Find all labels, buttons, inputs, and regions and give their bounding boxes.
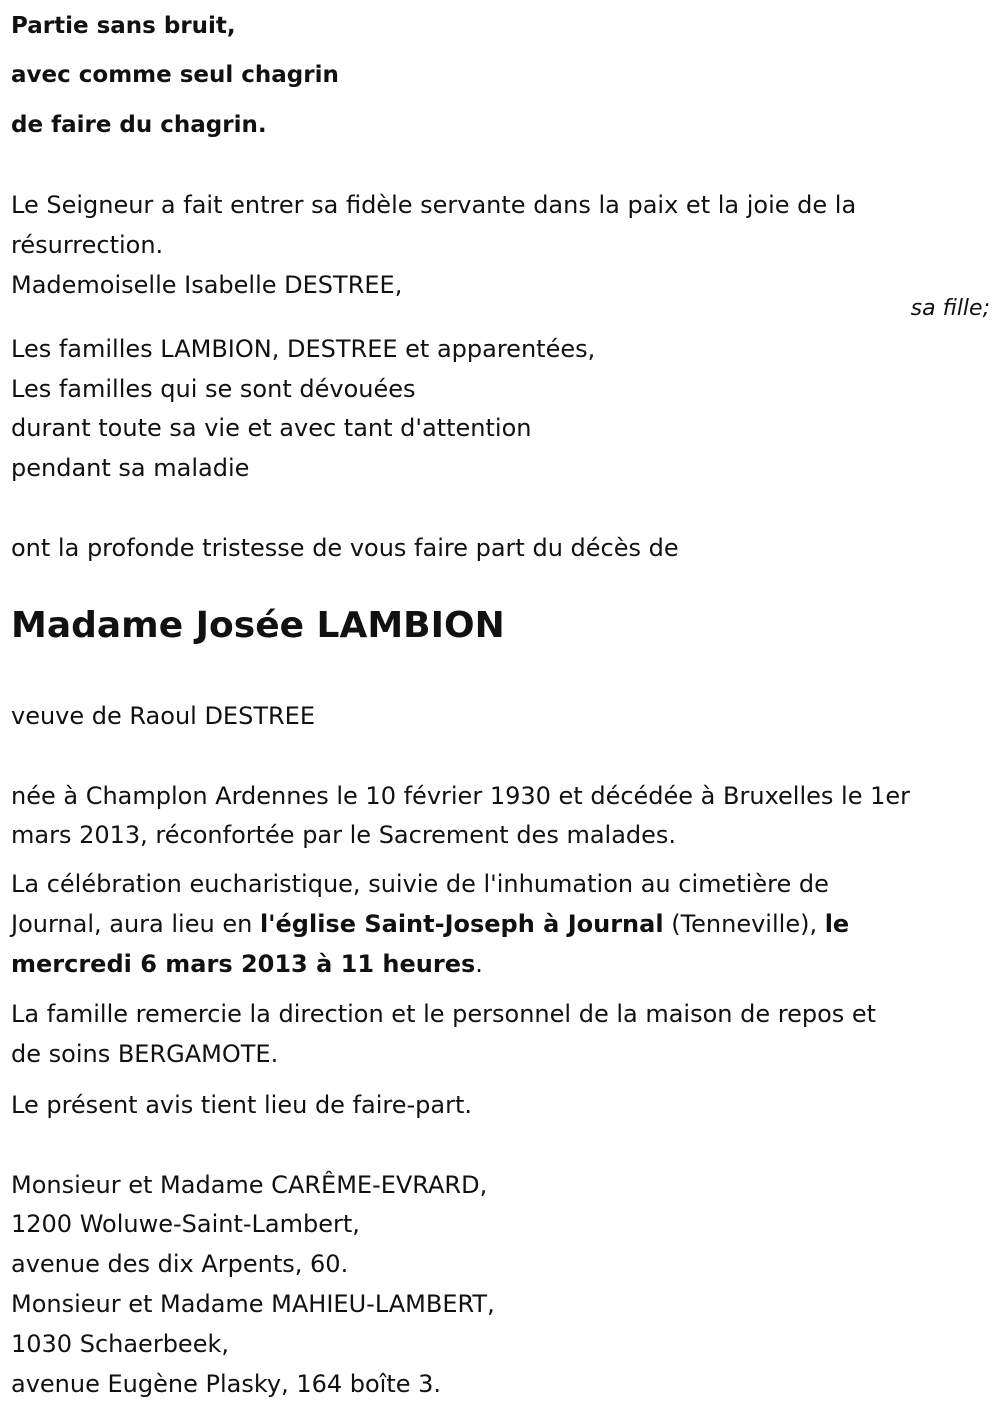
- families-line-4: pendant sa maladie: [11, 454, 250, 482]
- ceremony-suffix: .: [475, 950, 483, 978]
- thanks-line-2: de soins BERGAMOTE.: [11, 1040, 279, 1068]
- announcement: ont la profonde tristesse de vous faire part du décès de: [11, 534, 679, 562]
- birth-death-line-2: mars 2013, réconfortée par le Sacrement des malades.: [11, 821, 677, 849]
- contact-city: 1030 Schaerbeek,: [11, 1330, 229, 1358]
- families-line-1: Les familles LAMBION, DESTREE et apparentées,: [11, 335, 596, 363]
- widow-of: veuve de Raoul DESTREE: [11, 702, 315, 730]
- contact-street: avenue des dix Arpents, 60.: [11, 1250, 349, 1278]
- ceremony-line-1: La célébration eucharistique, suivie de l'inhumation au cimetière de: [11, 870, 829, 898]
- intro-line-1: Le Seigneur a fait entrer sa fidèle servante dans la paix et la joie de la: [11, 191, 857, 219]
- motto-line-2: avec comme seul chagrin: [11, 62, 339, 88]
- ceremony-le: le: [824, 910, 850, 938]
- contact-street: avenue Eugène Plasky, 164 boîte 3.: [11, 1370, 442, 1398]
- contact-name: Monsieur et Madame CARÊME-EVRARD,: [11, 1171, 488, 1199]
- ceremony-datetime: mercredi 6 mars 2013 à 11 heures: [11, 950, 476, 978]
- contact-name: Monsieur et Madame MAHIEU-LAMBERT,: [11, 1290, 495, 1318]
- families-line-3: durant toute sa vie et avec tant d'attention: [11, 414, 532, 442]
- daughter-relation: sa fille;: [910, 296, 990, 321]
- notice: Le présent avis tient lieu de faire-part.: [11, 1091, 473, 1119]
- ceremony-prefix: Journal, aura lieu en: [11, 910, 260, 938]
- birth-death-line-1: née à Champlon Ardennes le 10 février 1930 et décédée à Bruxelles le 1er: [11, 782, 910, 810]
- intro-line-2: résurrection.: [11, 231, 164, 259]
- ceremony-line-3: [11, 949, 483, 979]
- ceremony-middle: (Tenneville),: [663, 910, 825, 938]
- families-line-2: Les familles qui se sont dévouées: [11, 375, 416, 403]
- ceremony-place: l'église Saint-Joseph à Journal: [259, 910, 664, 938]
- ceremony-line-2: [11, 909, 849, 939]
- daughter-name: Mademoiselle Isabelle DESTREE,: [11, 271, 403, 299]
- motto-line-1: Partie sans bruit,: [11, 13, 236, 39]
- thanks-line-1: La famille remercie la direction et le personnel de la maison de repos et: [11, 1000, 877, 1028]
- contact-city: 1200 Woluwe-Saint-Lambert,: [11, 1210, 360, 1238]
- motto-line-3: de faire du chagrin.: [11, 112, 267, 138]
- deceased-name: Madame Josée LAMBION: [11, 605, 505, 646]
